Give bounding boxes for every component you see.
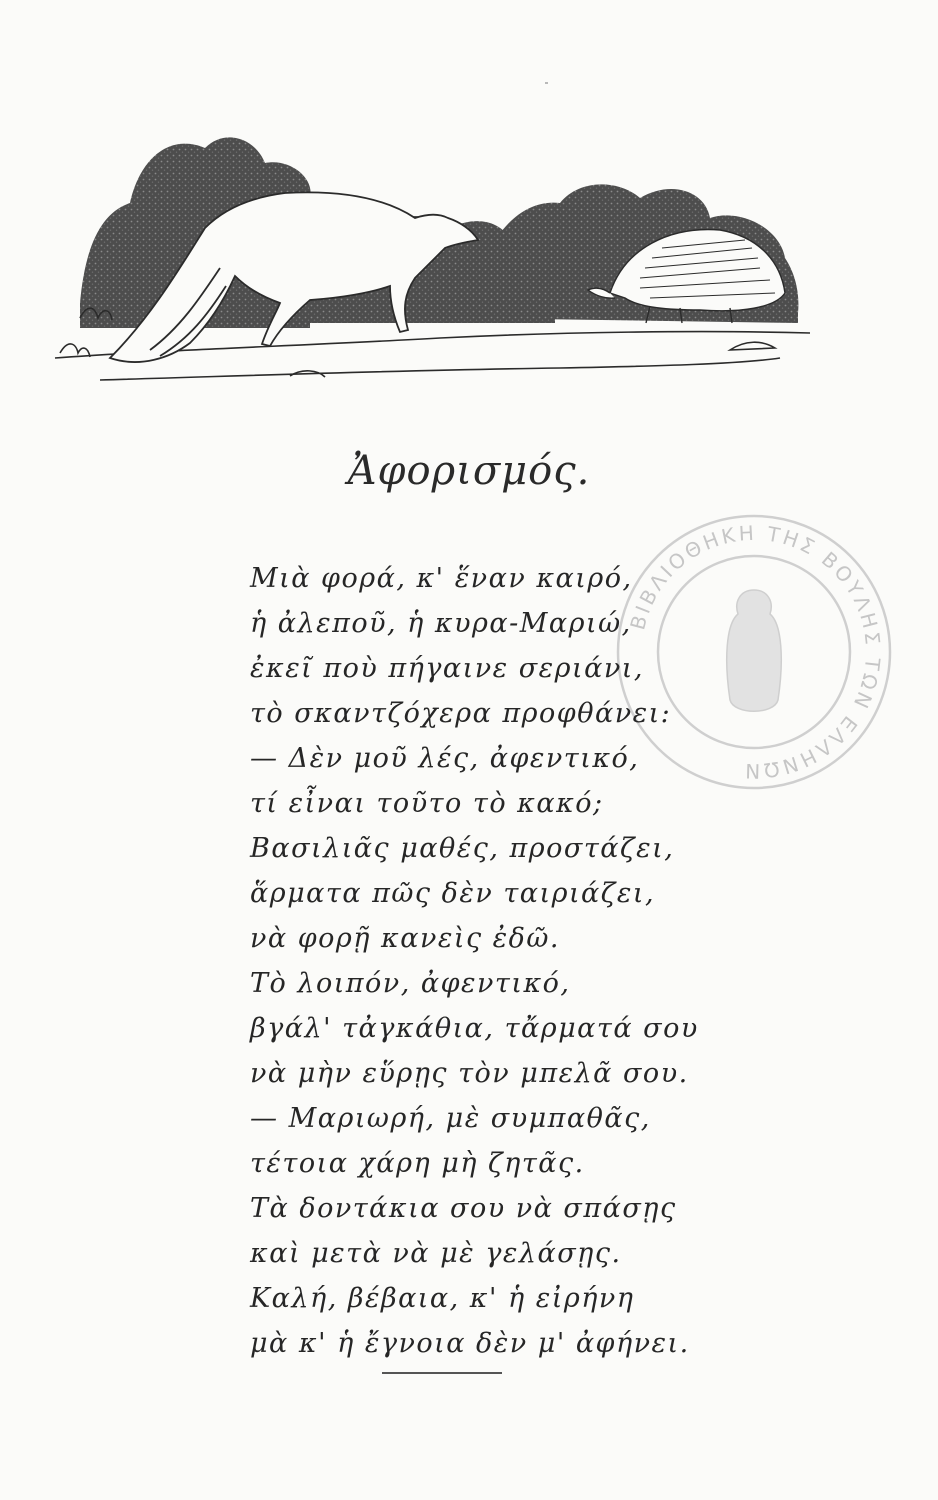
poem-line: νὰ μὴν εὕρῃς τὸν μπελᾶ σου.	[250, 1058, 689, 1089]
poem-line: ἐκεῖ ποὺ πήγαινε σεριάνι,	[250, 653, 644, 684]
poem	[250, 556, 770, 1366]
page-title: Ἀφορισμός.	[347, 448, 591, 494]
poem-line: τέτοια χάρη μὴ ζητᾶς.	[250, 1148, 585, 1179]
poem-line: ἡ ἀλεποῦ, ἡ κυρα-Μαριώ,	[250, 608, 632, 639]
fox-hedgehog-illustration	[40, 118, 830, 398]
poem-line: Βασιλιᾶς μαθές, προστάζει,	[250, 833, 675, 864]
poem-line: τὸ σκαντζόχερα προφθάνει:	[250, 698, 672, 729]
paper-speck	[545, 82, 548, 84]
poem-line: Μιὰ φορά, κ' ἕναν καιρό,	[250, 563, 633, 594]
poem-line: καὶ μετὰ νὰ μὲ γελάσῃς.	[250, 1238, 622, 1269]
poem-line: τί εἶναι τοῦτο τὸ κακό;	[250, 788, 604, 819]
end-rule-divider	[382, 1372, 502, 1374]
poem-line: νὰ φορῇ κανεὶς ἐδῶ.	[250, 923, 560, 954]
stamp-text: ΒΙΒΛΙΟΘΗΚΗ ΤΗΣ ΒΟΥΛΗΣ ΤΩΝ ΕΛΛΗΝΩΝ	[625, 520, 886, 784]
poem-line: — Δὲν μοῦ λές, ἀφεντικό,	[250, 743, 640, 774]
poem-line: Τὰ δοντάκια σου νὰ σπάσῃς	[250, 1193, 677, 1224]
poem-line: μὰ κ' ἡ ἔγνοια δὲν μ' ἀφήνει.	[250, 1328, 690, 1359]
poem-line: Τὸ λοιπόν, ἀφεντικό,	[250, 968, 571, 999]
poem-line: ἅρματα πῶς δὲν ταιριάζει,	[250, 878, 656, 909]
poem-line: — Μαριωρή, μὲ συμπαθᾶς,	[250, 1103, 651, 1134]
poem-line: Καλή, βέβαια, κ' ἡ εἰρήνη	[250, 1283, 635, 1314]
poem-line: βγάλ' τἀγκάθια, τἄρματά σου	[250, 1013, 699, 1044]
